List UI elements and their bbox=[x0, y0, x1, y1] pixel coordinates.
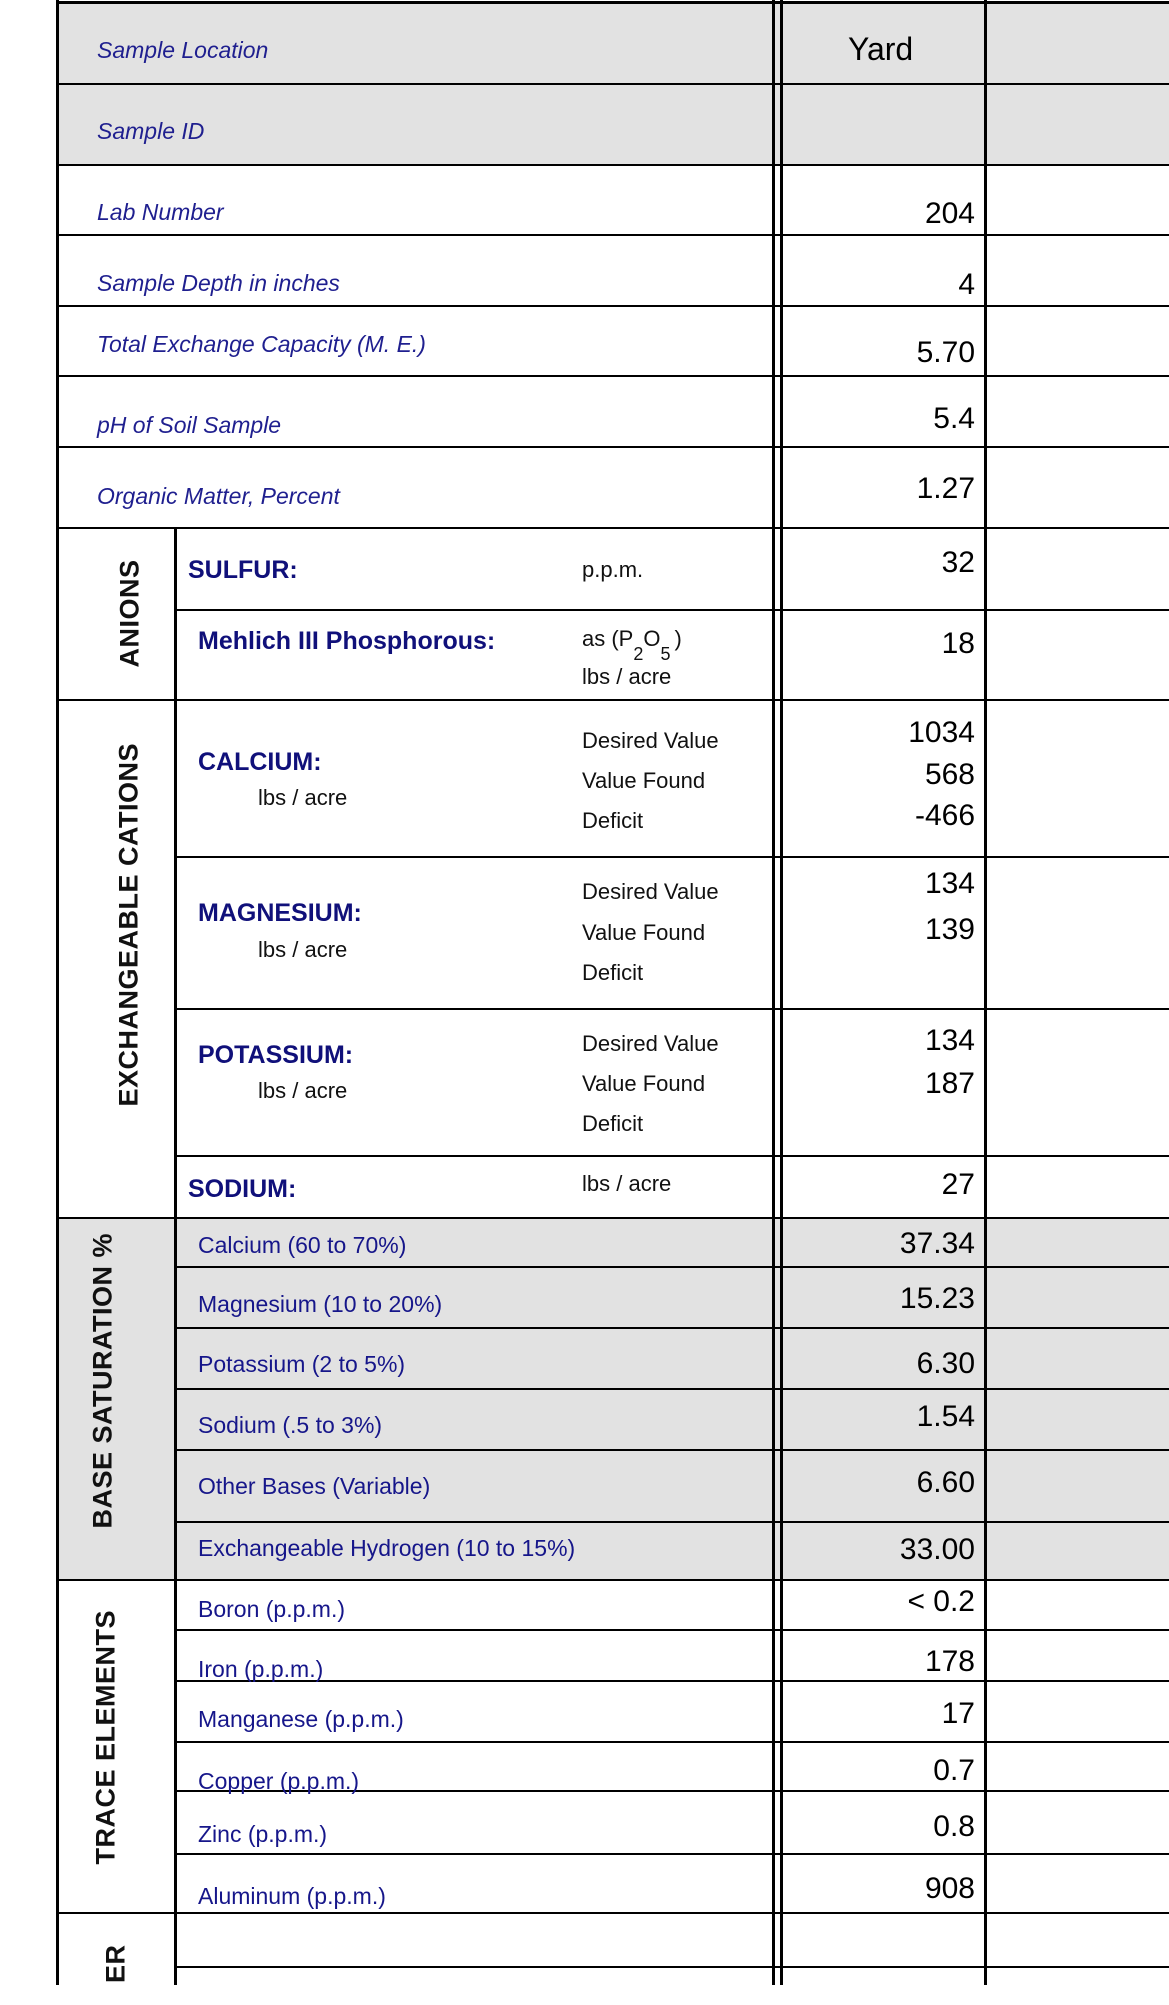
section-divider bbox=[174, 528, 177, 1985]
tec-label: Total Exchange Capacity (M. E.) bbox=[97, 331, 426, 357]
base-saturation-row-label: Potassium (2 to 5%) bbox=[198, 1351, 406, 1377]
magnesium-deficit-label: Deficit bbox=[582, 960, 644, 985]
row-line bbox=[56, 446, 1169, 448]
potassium-unit: lbs / acre bbox=[258, 1078, 348, 1103]
potassium-label: POTASSIUM: bbox=[198, 1041, 354, 1069]
magnesium-desired-label: Desired Value bbox=[582, 879, 719, 904]
organic-matter-value: 1.27 bbox=[916, 472, 975, 505]
row-line bbox=[174, 609, 1169, 611]
row-line bbox=[56, 83, 1169, 85]
trace-elements-section-label: TRACE ELEMENTS bbox=[90, 1609, 121, 1865]
row-line bbox=[174, 1521, 1169, 1523]
row-line bbox=[174, 1008, 1169, 1010]
sulfur-value: 32 bbox=[941, 546, 975, 579]
phosphorous-sub-2: 2 bbox=[633, 644, 644, 664]
trace-element-row-label: Zinc (p.p.m.) bbox=[198, 1821, 328, 1847]
row-line bbox=[174, 856, 1169, 858]
phosphorous-unit-close: ) bbox=[674, 626, 682, 651]
trace-element-row-value: < 0.2 bbox=[907, 1585, 975, 1618]
row-line bbox=[56, 305, 1169, 307]
calcium-desired-label: Desired Value bbox=[582, 728, 719, 753]
row-line bbox=[56, 527, 1169, 529]
row-line bbox=[174, 1853, 1169, 1855]
calcium-deficit-label: Deficit bbox=[582, 808, 644, 833]
row-line bbox=[56, 699, 1169, 701]
row-line bbox=[174, 1629, 1169, 1631]
phosphorous-label: Mehlich III Phosphorous: bbox=[198, 627, 496, 655]
row-line bbox=[56, 234, 1169, 236]
ph-value: 5.4 bbox=[933, 402, 975, 435]
row-line bbox=[174, 1155, 1169, 1157]
phosphorous-unit-b: lbs / acre bbox=[582, 664, 672, 689]
potassium-desired-value: 134 bbox=[924, 1024, 975, 1057]
phosphorous-unit-o: O bbox=[643, 626, 661, 651]
calcium-label: CALCIUM: bbox=[198, 748, 322, 776]
trace-element-row-value: 17 bbox=[941, 1697, 975, 1730]
base-saturation-row-value: 33.00 bbox=[899, 1533, 975, 1566]
base-saturation-row-value: 15.23 bbox=[899, 1282, 975, 1315]
base-saturation-row-value: 37.34 bbox=[899, 1227, 975, 1260]
base-saturation-row-label: Sodium (.5 to 3%) bbox=[198, 1412, 383, 1438]
base-saturation-shade bbox=[58, 1218, 1169, 1580]
trace-element-row-value: 0.8 bbox=[933, 1810, 975, 1843]
value-column-right bbox=[984, 0, 987, 1985]
row-line bbox=[174, 1388, 1169, 1390]
ph-label: pH of Soil Sample bbox=[97, 412, 282, 438]
sulfur-unit: p.p.m. bbox=[582, 557, 644, 582]
base-saturation-row-label: Calcium (60 to 70%) bbox=[198, 1232, 407, 1258]
sample-id-label: Sample ID bbox=[97, 118, 205, 144]
anions-section-label: ANIONS bbox=[114, 559, 145, 668]
base-saturation-row-value: 6.60 bbox=[916, 1466, 975, 1499]
left-border bbox=[56, 0, 59, 1985]
potassium-found-value: 187 bbox=[924, 1067, 975, 1100]
base-saturation-row-value: 1.54 bbox=[916, 1400, 975, 1433]
row-line bbox=[56, 375, 1169, 377]
row-line bbox=[174, 1327, 1169, 1329]
row-line bbox=[56, 1912, 1169, 1914]
sample-location-value: Yard bbox=[848, 31, 914, 67]
sodium-unit: lbs / acre bbox=[582, 1171, 672, 1196]
header-shade-sampleid bbox=[58, 84, 1169, 165]
magnesium-found-label: Value Found bbox=[582, 920, 706, 945]
calcium-unit: lbs / acre bbox=[258, 785, 348, 810]
base-saturation-row-label: Other Bases (Variable) bbox=[198, 1473, 431, 1499]
potassium-desired-label: Desired Value bbox=[582, 1031, 719, 1056]
trace-element-row-label: Copper (p.p.m.) bbox=[198, 1768, 360, 1794]
trace-element-row-label: Aluminum (p.p.m.) bbox=[198, 1883, 386, 1909]
lab-number-label: Lab Number bbox=[97, 199, 224, 225]
lab-number-value: 204 bbox=[924, 197, 975, 230]
next-section-label-partial: ER bbox=[100, 1944, 131, 1984]
sample-location-label: Sample Location bbox=[97, 37, 269, 63]
tec-value: 5.70 bbox=[916, 336, 975, 369]
base-saturation-section-label: BASE SATURATION % bbox=[87, 1232, 118, 1529]
trace-element-row-value: 908 bbox=[924, 1872, 975, 1905]
potassium-deficit-label: Deficit bbox=[582, 1111, 644, 1136]
organic-matter-label: Organic Matter, Percent bbox=[97, 483, 340, 509]
base-saturation-row-label: Magnesium (10 to 20%) bbox=[198, 1291, 443, 1317]
calcium-deficit-value: -466 bbox=[914, 799, 975, 832]
sample-depth-value: 4 bbox=[958, 268, 975, 301]
trace-element-row-label: Boron (p.p.m.) bbox=[198, 1596, 345, 1622]
calcium-found-value: 568 bbox=[924, 758, 975, 791]
row-line bbox=[56, 1217, 1169, 1219]
sulfur-label: SULFUR: bbox=[188, 556, 298, 584]
trace-element-row-value: 178 bbox=[924, 1645, 975, 1678]
cations-section-label: EXCHANGEABLE CATIONS bbox=[113, 742, 144, 1107]
base-saturation-row-value: 6.30 bbox=[916, 1347, 975, 1380]
magnesium-label: MAGNESIUM: bbox=[198, 899, 362, 927]
row-line bbox=[174, 1266, 1169, 1268]
row-line bbox=[174, 1449, 1169, 1451]
phosphorous-value: 18 bbox=[941, 627, 975, 660]
row-line bbox=[174, 1966, 1169, 1968]
magnesium-unit: lbs / acre bbox=[258, 937, 348, 962]
row-line bbox=[56, 1579, 1169, 1581]
potassium-found-label: Value Found bbox=[582, 1071, 706, 1096]
top-border bbox=[56, 1, 1169, 4]
trace-element-row-label: Manganese (p.p.m.) bbox=[198, 1706, 404, 1732]
trace-element-row-label: Iron (p.p.m.) bbox=[198, 1656, 324, 1682]
trace-element-row-value: 0.7 bbox=[933, 1754, 975, 1787]
sodium-label: SODIUM: bbox=[188, 1175, 297, 1203]
phosphorous-sub-5: 5 bbox=[660, 644, 671, 664]
calcium-desired-value: 1034 bbox=[908, 716, 975, 749]
phosphorous-unit-a: as (P bbox=[582, 626, 634, 651]
calcium-found-label: Value Found bbox=[582, 768, 706, 793]
row-line bbox=[174, 1741, 1169, 1743]
magnesium-found-value: 139 bbox=[924, 913, 975, 946]
phosphorous-unit bbox=[582, 626, 682, 664]
magnesium-desired-value: 134 bbox=[924, 867, 975, 900]
row-line bbox=[56, 164, 1169, 166]
base-saturation-row-label: Exchangeable Hydrogen (10 to 15%) bbox=[198, 1535, 576, 1561]
sodium-value: 27 bbox=[941, 1168, 975, 1201]
sample-depth-label: Sample Depth in inches bbox=[97, 270, 340, 296]
